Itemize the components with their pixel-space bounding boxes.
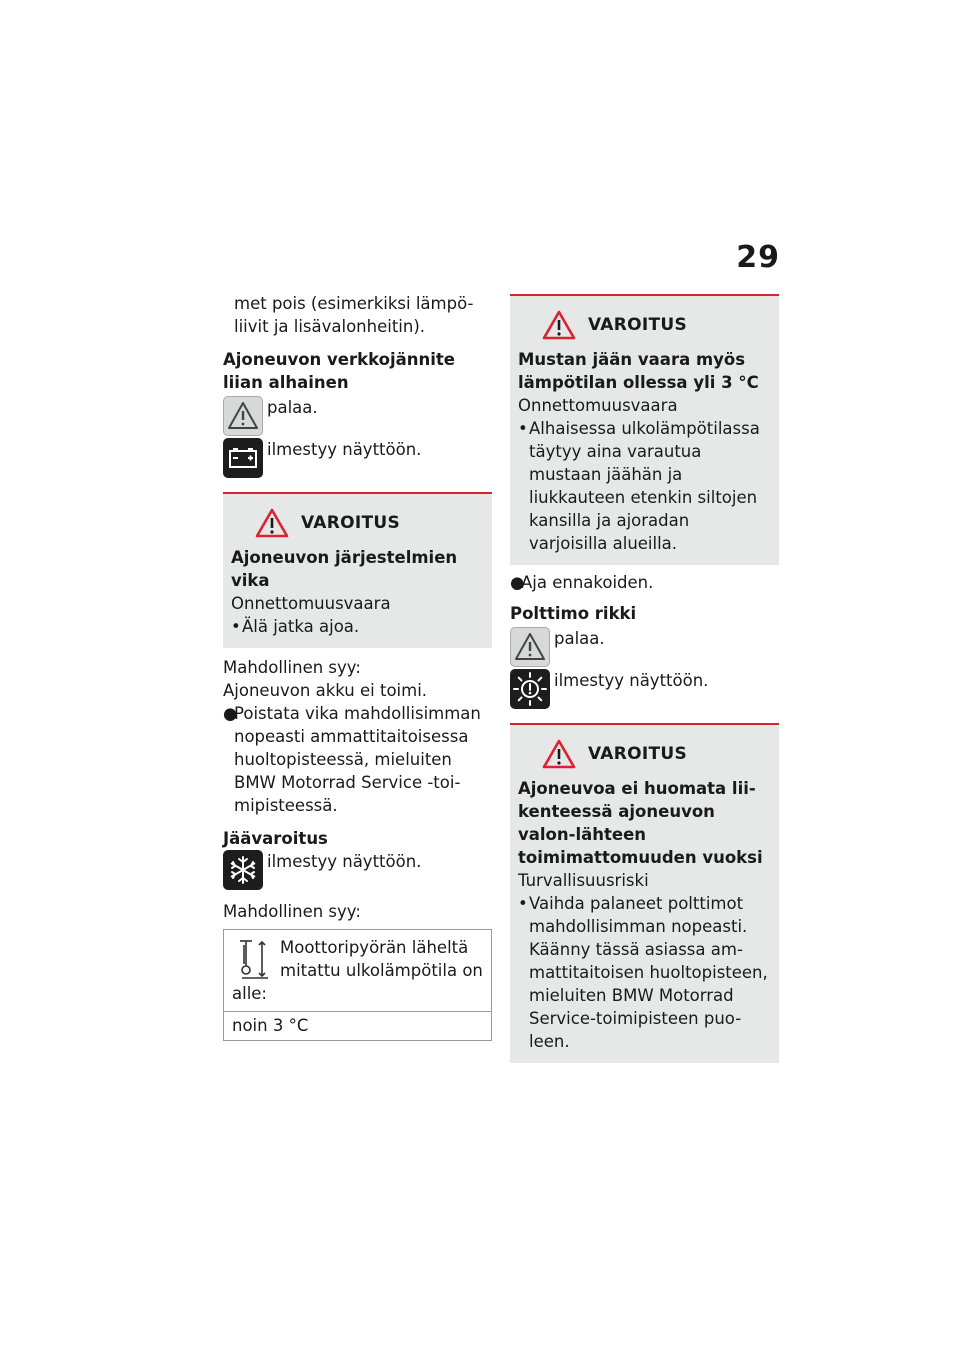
- indicator-row-warning: [510, 627, 779, 667]
- indicator-text-ice: ilmestyy näyttöön.: [267, 852, 422, 871]
- general-warning-icon: [223, 396, 263, 436]
- warning-box-bulb: [510, 723, 779, 1063]
- warning-bullet: • Alhaisessa ulkolämpötilassa täytyy aina varautua mustaan jäähän ja liukkauteen etenkin siltojen kansilla ja ajoradan varjoisilla alueilla.: [518, 419, 760, 553]
- warning-triangle-icon: [255, 508, 289, 538]
- warning-risk: Onnettomuusvaara: [518, 396, 678, 415]
- heading-bulb-failure: Polttimo rikki: [510, 604, 637, 623]
- warning-header: [518, 310, 771, 340]
- warning-box-black-ice: [510, 294, 779, 565]
- indicator-row-warning: [223, 396, 492, 436]
- heading-low-voltage: Ajoneuvon verkkojännite liian alhainen: [223, 350, 455, 392]
- warning-bullet: • Älä jatka ajoa.: [231, 617, 360, 636]
- bulb-failure-icon: [510, 669, 550, 709]
- warning-triangle-icon: [542, 739, 576, 769]
- thermometer-icon: [232, 936, 274, 980]
- warning-label: VAROITUS: [588, 743, 688, 764]
- page-number: 29: [736, 240, 780, 275]
- warning-title: Mustan jään vaara myös lämpötilan ollessa yli 3 °C: [518, 350, 759, 392]
- warning-box-system-fault: [223, 492, 492, 648]
- warning-title: Ajoneuvoa ei huomata lii-kenteessä ajoneuvon valon-lähteen toimimattomuuden vuoksi: [518, 779, 763, 867]
- indicator-text-display: ilmestyy näyttöön.: [554, 671, 709, 690]
- warning-bullet: • Vaihda palaneet polttimot mahdollisimman nopeasti. Käänny tässä asiassa am-mattitaitoisen huoltopisteen, mieluiten BMW Motorrad Service-toimipisteen puo-leen.: [518, 894, 768, 1051]
- continuation-text-1: met pois (esimerkiksi lämpö-: [234, 294, 474, 313]
- warning-label: VAROITUS: [301, 512, 401, 533]
- left-column: [223, 292, 492, 1041]
- possible-cause-label: Mahdollinen syy:: [223, 658, 361, 677]
- warning-risk: Onnettomuusvaara: [231, 594, 391, 613]
- heading-ice-warning: Jäävaroitus: [223, 829, 328, 848]
- warning-title: Ajoneuvon järjestelmien vika: [231, 548, 458, 590]
- warning-risk: Turvallisuusriski: [518, 871, 649, 890]
- table-value: noin 3 °C: [232, 1016, 309, 1035]
- action-bullet: ● Aja ennakoiden.: [510, 573, 654, 592]
- battery-icon: [223, 438, 263, 478]
- warning-header: [518, 739, 771, 769]
- warning-header: [231, 508, 484, 538]
- possible-cause-text: Ajoneuvon akku ei toimi.: [223, 681, 428, 700]
- indicator-text-display: ilmestyy näyttöön.: [267, 440, 422, 459]
- action-bullet: ● Poistata vika mahdollisimman nopeasti ammattitaitoisessa huoltopisteessä, mieluiten BMW Motorrad Service -toi-mipisteessä.: [223, 704, 481, 815]
- indicator-text-lights: palaa.: [554, 629, 605, 648]
- right-column: [510, 294, 779, 1063]
- indicator-row-battery: [223, 438, 492, 478]
- indicator-row-ice: [223, 850, 492, 890]
- table-row-condition: [224, 930, 491, 1012]
- snowflake-icon: [223, 850, 263, 890]
- table-row-value: [224, 1012, 491, 1040]
- general-warning-icon: [510, 627, 550, 667]
- indicator-row-bulb: [510, 669, 779, 709]
- continuation-text-2: liivit ja lisävalonheitin).: [234, 317, 426, 336]
- indicator-text-lights: palaa.: [267, 398, 318, 417]
- possible-cause-label-2: Mahdollinen syy:: [223, 902, 361, 921]
- warning-label: VAROITUS: [588, 314, 688, 335]
- table-condition-text: Moottoripyörän läheltä mitattu ulkolämpötila on alle:: [232, 938, 483, 1003]
- warning-triangle-icon: [542, 310, 576, 340]
- temperature-table: [223, 929, 492, 1041]
